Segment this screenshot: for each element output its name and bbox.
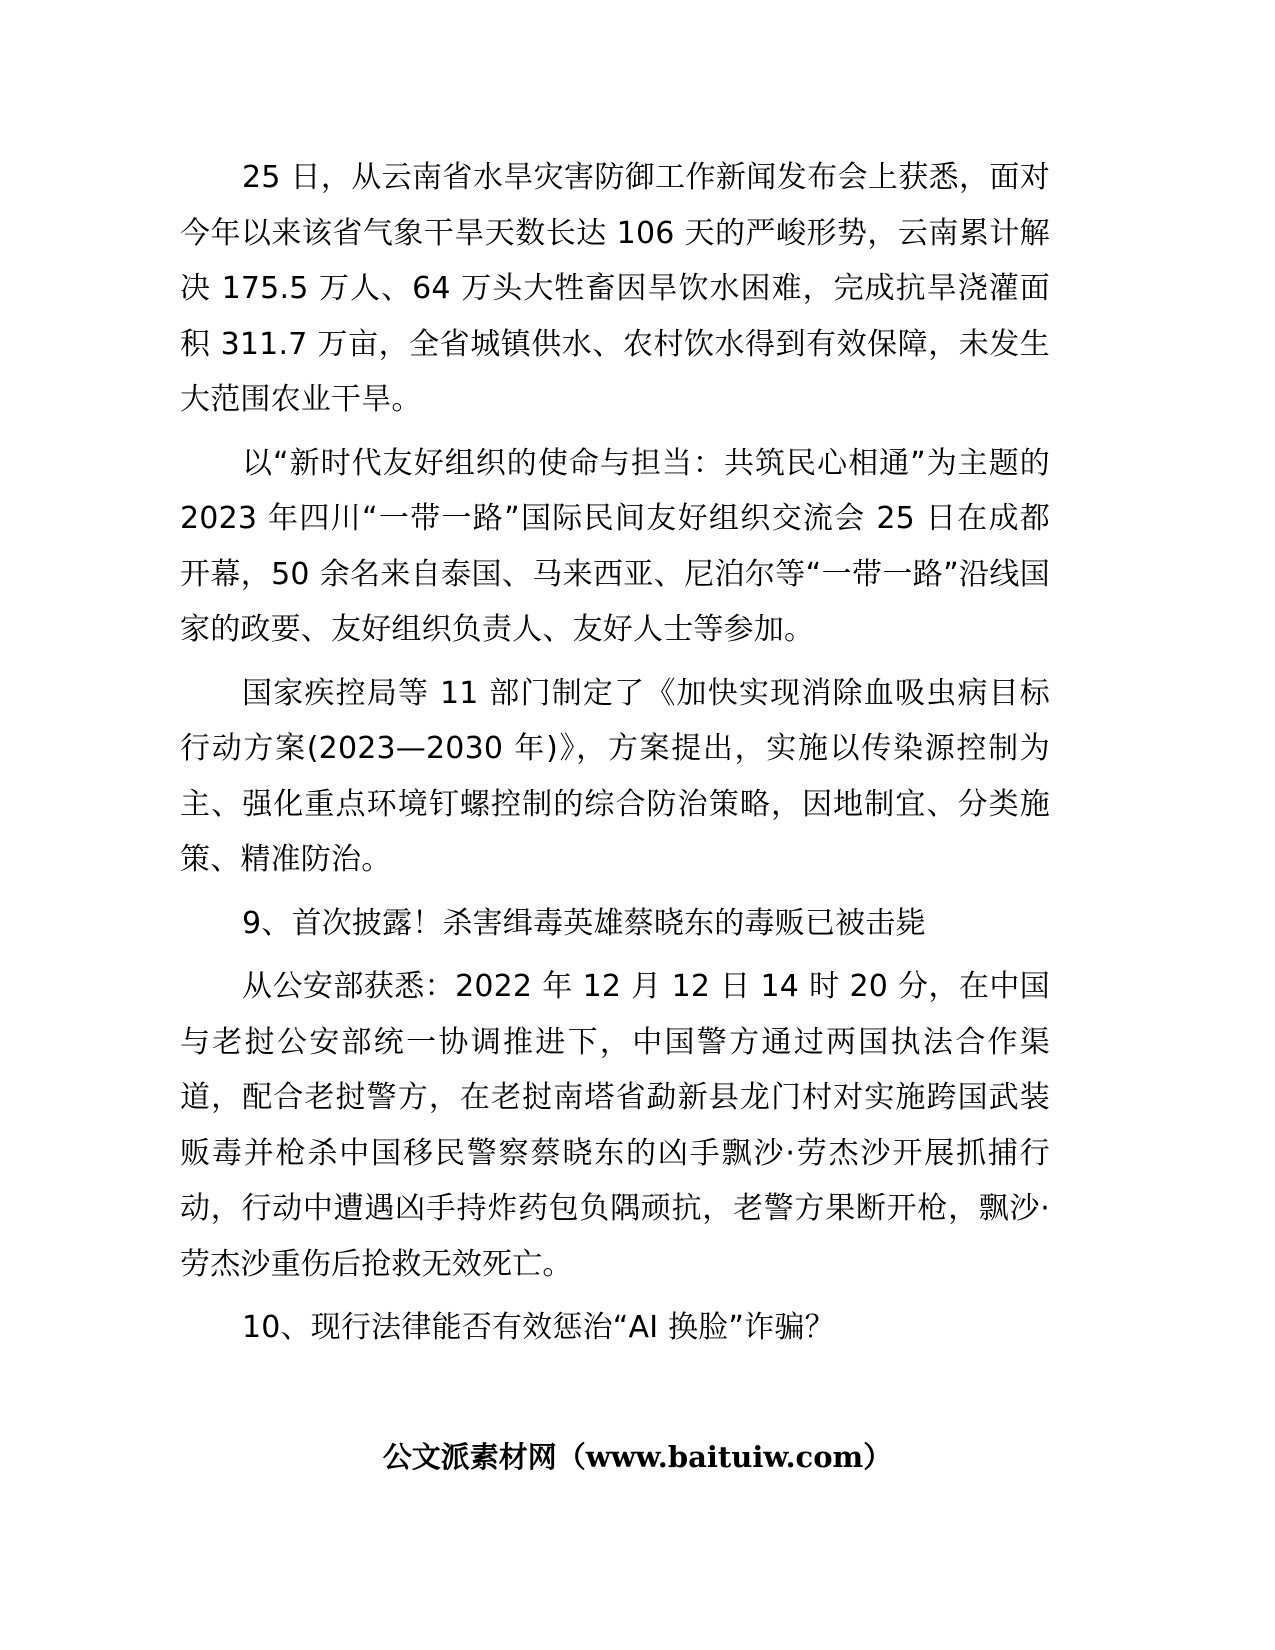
page-footer-watermark: 公文派素材网（www.baituiw.com） bbox=[382, 1440, 893, 1474]
heading-item-10: 10、现行法律能否有效惩治“AI 换脸”诈骗？ bbox=[242, 1310, 835, 1345]
paragraph-yunnan-drought: 25 日，从云南省水旱灾害防御工作新闻发布会上获悉，面对今年以来该省气象干旱天数长达 106 天的严峻形势，云南累计解决 175.5 万人、64 万头大牲畜因旱饮水困难，完成抗旱浇灌面积 311.7 万亩，全省城镇供水、农村饮水得到有效保障，未发生大范围农业干旱。 bbox=[180, 160, 1050, 417]
paragraph-belt-road-forum: 以“新时代友好组织的使命与担当：共筑民心相通”为主题的 2023 年四川“一带一路”国际民间友好组织交流会 25 日在成都开幕，50 余名来自泰国、马来西亚、尼泊尔等“一带一路”沿线国家的政要、友好组织负责人、友好人士等参加。 bbox=[180, 445, 1050, 647]
document-body bbox=[180, 150, 1050, 1364]
heading-item-9: 9、首次披露！杀害缉毒英雄蔡晓东的毒贩已被击毙 bbox=[242, 905, 926, 941]
paragraph-drug-trafficker: 从公安部获悉：2022 年 12 月 12 日 14 时 20 分，在中国与老挝公安部统一协调推进下，中国警方通过两国执法合作渠道，配合老挝警方，在老挝南塔省勐新县龙门村对实施跨国武装贩毒并枪杀中国移民警察蔡晓东的凶手飘沙·劳杰沙开展抓捕行动，行动中遭遇凶手持炸药包负隅顽抗，老警方果断开枪，飘沙·劳杰沙重伤后抢救无效死亡。 bbox=[180, 969, 1050, 1282]
paragraph-schistosomiasis-plan: 国家疾控局等 11 部门制定了《加快实现消除血吸虫病目标行动方案(2023—2030 年)》，方案提出，实施以传染源控制为主、强化重点环境钉螺控制的综合防治策略，因地制宜、分类施策、精准防治。 bbox=[180, 675, 1050, 877]
